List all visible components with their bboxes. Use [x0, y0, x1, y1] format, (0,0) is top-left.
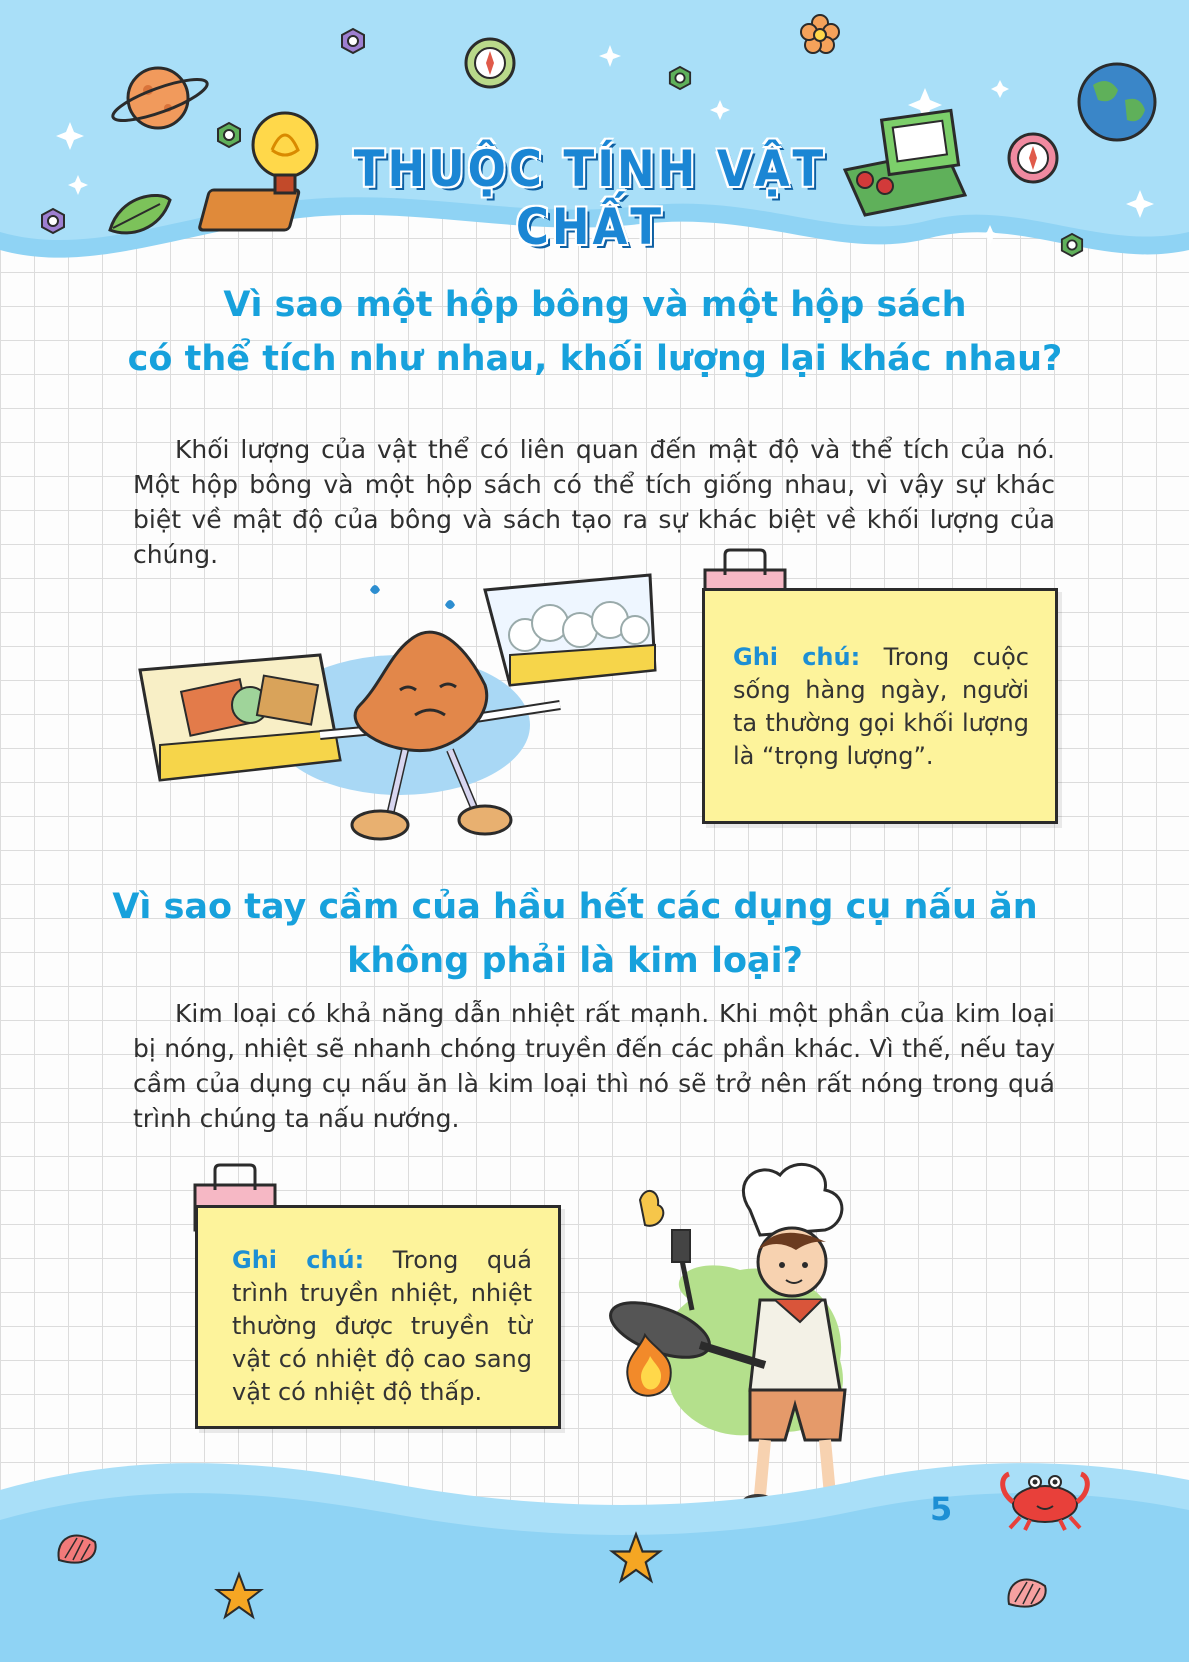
question-line: Vì sao một hộp bông và một hộp sách — [223, 285, 967, 325]
note-text — [733, 641, 1029, 773]
shell-icon — [1005, 1572, 1049, 1612]
note-card-1 — [702, 588, 1058, 824]
shell-icon — [55, 1528, 99, 1568]
nut-icon — [216, 122, 242, 148]
footer-wave — [0, 1420, 1189, 1662]
crab-icon — [995, 1462, 1095, 1532]
flower-icon — [800, 14, 840, 54]
page-number: 5 — [930, 1490, 953, 1528]
question-line: có thể tích như nhau, khối lượng lại khác nhau? — [127, 339, 1063, 379]
page-title: THUỘC TÍNH VẬT CHẤT — [353, 140, 827, 256]
note-label: Ghi chú: — [232, 1246, 365, 1274]
paragraph-1: Khối lượng của vật thể có liên quan đến mật độ và thể tích của nó. Một hộp bông và một hộp sách có thể tích giống nhau, vì vậy sự khác biệt về mật độ của bông và sách tạo ra sự khác biệt về khối lượng của chúng. — [133, 435, 1055, 569]
nut-icon — [1060, 233, 1084, 257]
question-heading-1 — [120, 278, 1070, 386]
meter-icon — [835, 110, 975, 220]
nut-icon — [668, 66, 692, 90]
leaf-icon — [105, 190, 175, 240]
question-heading-2 — [100, 880, 1050, 988]
question-line: không phải là kim loại? — [347, 941, 803, 981]
globe-icon — [1075, 60, 1159, 144]
paragraph-2: Kim loại có khả năng dẫn nhiệt rất mạnh. Khi một phần của kim loại bị nóng, nhiệt sẽ nhanh chóng truyền đến các phần khác. Vì thế, nếu tay cầm của dụng cụ nấu ăn là kim loại thì nó sẽ trở nên rất nóng trong quá trình chúng ta nấu nướng. — [133, 999, 1055, 1133]
balance-illustration — [140, 575, 700, 875]
starfish-icon — [610, 1532, 662, 1584]
note-body: Trong quá trình truyền nhiệt, nhiệt thường được truyền từ vật có nhiệt độ cao sang vật có nhiệt độ thấp. — [232, 1246, 532, 1406]
compass-icon — [462, 35, 518, 91]
note-body: Trong cuộc sống hàng ngày, người ta thường gọi khối lượng là “trọng lượng”. — [733, 643, 1029, 770]
note-label: Ghi chú: — [733, 643, 861, 671]
starfish-icon — [215, 1572, 263, 1620]
nut-icon — [340, 28, 366, 54]
note-card-2 — [195, 1205, 561, 1429]
compass-icon — [1005, 130, 1061, 186]
question-line: Vì sao tay cầm của hầu hết các dụng cụ nấu ăn — [112, 887, 1038, 927]
nut-icon — [40, 208, 66, 234]
planet-icon — [110, 58, 210, 138]
note-text — [232, 1244, 532, 1409]
lightbulb-icon — [230, 95, 340, 235]
